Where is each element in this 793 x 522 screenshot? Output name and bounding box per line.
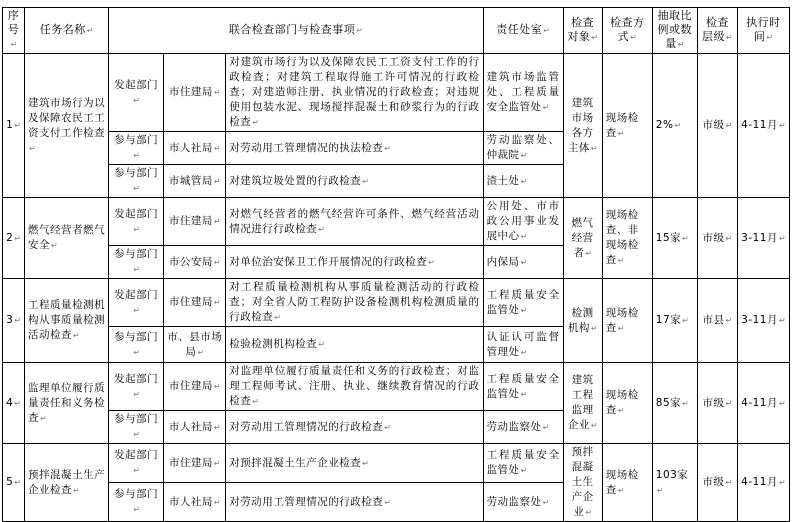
inspection-method-cell: 现场检查、非现场检查 ↵ <box>602 198 652 279</box>
responsible-office-cell: 渣土处 ↵ <box>483 165 563 198</box>
dept-name-cell: 市住建局 ↵ <box>164 198 226 246</box>
inspection-items-cell: 对劳动用工管理情况的行政检查 ↵ <box>226 483 483 522</box>
sample-ratio-cell: 85家 ↵ <box>652 363 697 444</box>
responsible-office-cell: 劳动监察处 ↵ <box>483 483 563 522</box>
inspection-level-cell: 市级 ↵ <box>697 198 737 279</box>
responsible-office-cell: 工程质量安全监管处 ↵ <box>483 363 563 411</box>
dept-role-cell: 发起部门 ↵ <box>109 54 164 132</box>
dept-name-cell: 市公安局 ↵ <box>164 246 226 279</box>
task-name-cell: 工程质量检测机构从事质量检测活动检查 ↵ <box>25 279 109 363</box>
responsible-office-cell: 公用处、市市政公用事业发展中心 ↵ <box>483 198 563 246</box>
table-row <box>3 54 790 132</box>
inspection-method-cell: 现场检查 ↵ <box>602 54 652 198</box>
dept-role-cell: 发起部门 ↵ <box>109 444 164 483</box>
inspection-items-cell: 对劳动用工管理情况的执法检查 ↵ <box>226 132 483 165</box>
responsible-office-cell: 劳动监察处 ↵ <box>483 411 563 444</box>
row-no: 5 ↵ <box>3 444 25 522</box>
inspection-target-cell: 建筑市场各方主体 ↵ <box>563 54 602 198</box>
row-no: 4 ↵ <box>3 363 25 444</box>
dept-name-cell: 市住建局 ↵ <box>164 363 226 411</box>
dept-role-cell: 参与部门 ↵ <box>109 165 164 198</box>
header-sample: 抽取比例或数量 ↵ <box>652 8 697 54</box>
inspection-task-table <box>2 7 790 522</box>
table-row <box>3 198 790 246</box>
header-row <box>3 8 790 54</box>
responsible-office-cell: 工程质量安全监管处 ↵ <box>483 444 563 483</box>
execution-time-cell: 3-11月 ↵ <box>737 198 789 279</box>
inspection-level-cell: 市级 ↵ <box>697 363 737 444</box>
inspection-items-cell: 对燃气经营者的燃气经营许可条件、燃气经营活动情况进行行政检查 ↵ <box>226 198 483 246</box>
dept-name-cell: 市人社局 ↵ <box>164 483 226 522</box>
dept-name-cell: 市城管局 ↵ <box>164 165 226 198</box>
header-office: 责任处室 ↵ <box>483 8 563 54</box>
dept-role-cell: 参与部门 ↵ <box>109 483 164 522</box>
responsible-office-cell: 认证认可监督管理处 ↵ <box>483 327 563 363</box>
inspection-target-cell: 燃气经营者 ↵ <box>563 198 602 279</box>
inspection-method-cell: 现场检查 ↵ <box>602 279 652 363</box>
execution-time-cell: 4-11月 ↵ <box>737 444 789 522</box>
task-name-cell: 监理单位履行质量责任和义务检查 ↵ <box>25 363 109 444</box>
inspection-level-cell: 市县 ↵ <box>697 279 737 363</box>
row-no: 1 ↵ <box>3 54 25 198</box>
sample-ratio-cell: 17家 ↵ <box>652 279 697 363</box>
table-row <box>3 363 790 411</box>
inspection-target-cell: 检测机构 ↵ <box>563 279 602 363</box>
responsible-office-cell: 工程质量安全监管处 ↵ <box>483 279 563 327</box>
inspection-level-cell: 市级 ↵ <box>697 444 737 522</box>
dept-role-cell: 参与部门 ↵ <box>109 132 164 165</box>
dept-role-cell: 参与部门 ↵ <box>109 411 164 444</box>
task-name-cell: 燃气经营者燃气安全 ↵ <box>25 198 109 279</box>
header-group: 联合检查部门与检查事项 ↵ <box>109 8 483 54</box>
dept-name-cell: 市住建局 ↵ <box>164 279 226 327</box>
header-method: 检查方式 ↵ <box>602 8 652 54</box>
task-name-cell: 建筑市场行为以及保障农民工工资支付工作检查 ↵ <box>25 54 109 198</box>
sample-ratio-cell: 15家 ↵ <box>652 198 697 279</box>
inspection-items-cell: 对预拌混凝土生产企业检查 ↵ <box>226 444 483 483</box>
sample-ratio-cell: 103家 ↵ <box>652 444 697 522</box>
inspection-level-cell: 市级 ↵ <box>697 54 737 198</box>
dept-role-cell: 发起部门 ↵ <box>109 363 164 411</box>
header-no: 序号 ↵ <box>3 8 25 54</box>
header-target: 检查对象 ↵ <box>563 8 602 54</box>
table-row <box>3 279 790 327</box>
document-page <box>2 7 790 522</box>
responsible-office-cell: 建筑市场监管处、工程质量安全监管处 ↵ <box>483 54 563 132</box>
inspection-method-cell: 现场检查 ↵ <box>602 444 652 522</box>
execution-time-cell: 3-11月 ↵ <box>737 279 789 363</box>
inspection-target-cell: 建筑工程监理企业 ↵ <box>563 363 602 444</box>
header-task: 任务名称 ↵ <box>25 8 109 54</box>
dept-name-cell: 市、县市场局 ↵ <box>164 327 226 363</box>
dept-role-cell: 参与部门 ↵ <box>109 327 164 363</box>
inspection-items-cell: 对单位治安保卫工作开展情况的行政检查 ↵ <box>226 246 483 279</box>
inspection-items-cell: 对建筑垃圾处置的行政检查 ↵ <box>226 165 483 198</box>
dept-name-cell: 市住建局 ↵ <box>164 54 226 132</box>
row-no: 2 ↵ <box>3 198 25 279</box>
dept-role-cell: 发起部门 ↵ <box>109 198 164 246</box>
row-no: 3 ↵ <box>3 279 25 363</box>
dept-role-cell: 发起部门 ↵ <box>109 279 164 327</box>
execution-time-cell: 4-11月 ↵ <box>737 363 789 444</box>
inspection-items-cell: 对劳动用工管理情况的行政检查 ↵ <box>226 411 483 444</box>
responsible-office-cell: 内保局 ↵ <box>483 246 563 279</box>
inspection-target-cell: 预拌混凝土生产企业 ↵ <box>563 444 602 522</box>
inspection-method-cell: 现场检查 ↵ <box>602 363 652 444</box>
dept-role-cell: 参与部门 ↵ <box>109 246 164 279</box>
task-name-cell: 预拌混凝土生产企业检查 ↵ <box>25 444 109 522</box>
inspection-items-cell: 检验检测机构检查 ↵ <box>226 327 483 363</box>
sample-ratio-cell: 2% ↵ <box>652 54 697 198</box>
table-row <box>3 444 790 483</box>
inspection-items-cell: 对建筑市场行为以及保障农民工工资支付工作的行政检查；对建筑工程取得施工许可情况的行政检查；对建造师注册、执业情况的行政检查；对违规使用包装水泥、现场搅拌混凝土和砂浆行为的行政检查 ↵ <box>226 54 483 132</box>
responsible-office-cell: 劳动监察处、仲裁院 ↵ <box>483 132 563 165</box>
dept-name-cell: 市住建局 ↵ <box>164 444 226 483</box>
header-time: 执行时间 ↵ <box>737 8 789 54</box>
execution-time-cell: 4-11月 ↵ <box>737 54 789 198</box>
inspection-items-cell: 对监理单位履行质量责任和义务的行政检查；对监理工程师考试、注册、执业、继续教育情况的行政检查 ↵ <box>226 363 483 411</box>
header-level: 检查层级 ↵ <box>697 8 737 54</box>
dept-name-cell: 市人社局 ↵ <box>164 132 226 165</box>
inspection-items-cell: 对工程质量检测机构从事质量检测活动的行政检查；对全省人防工程防护设备检测机构检测质量的行政检查 ↵ <box>226 279 483 327</box>
dept-name-cell: 市人社局 ↵ <box>164 411 226 444</box>
